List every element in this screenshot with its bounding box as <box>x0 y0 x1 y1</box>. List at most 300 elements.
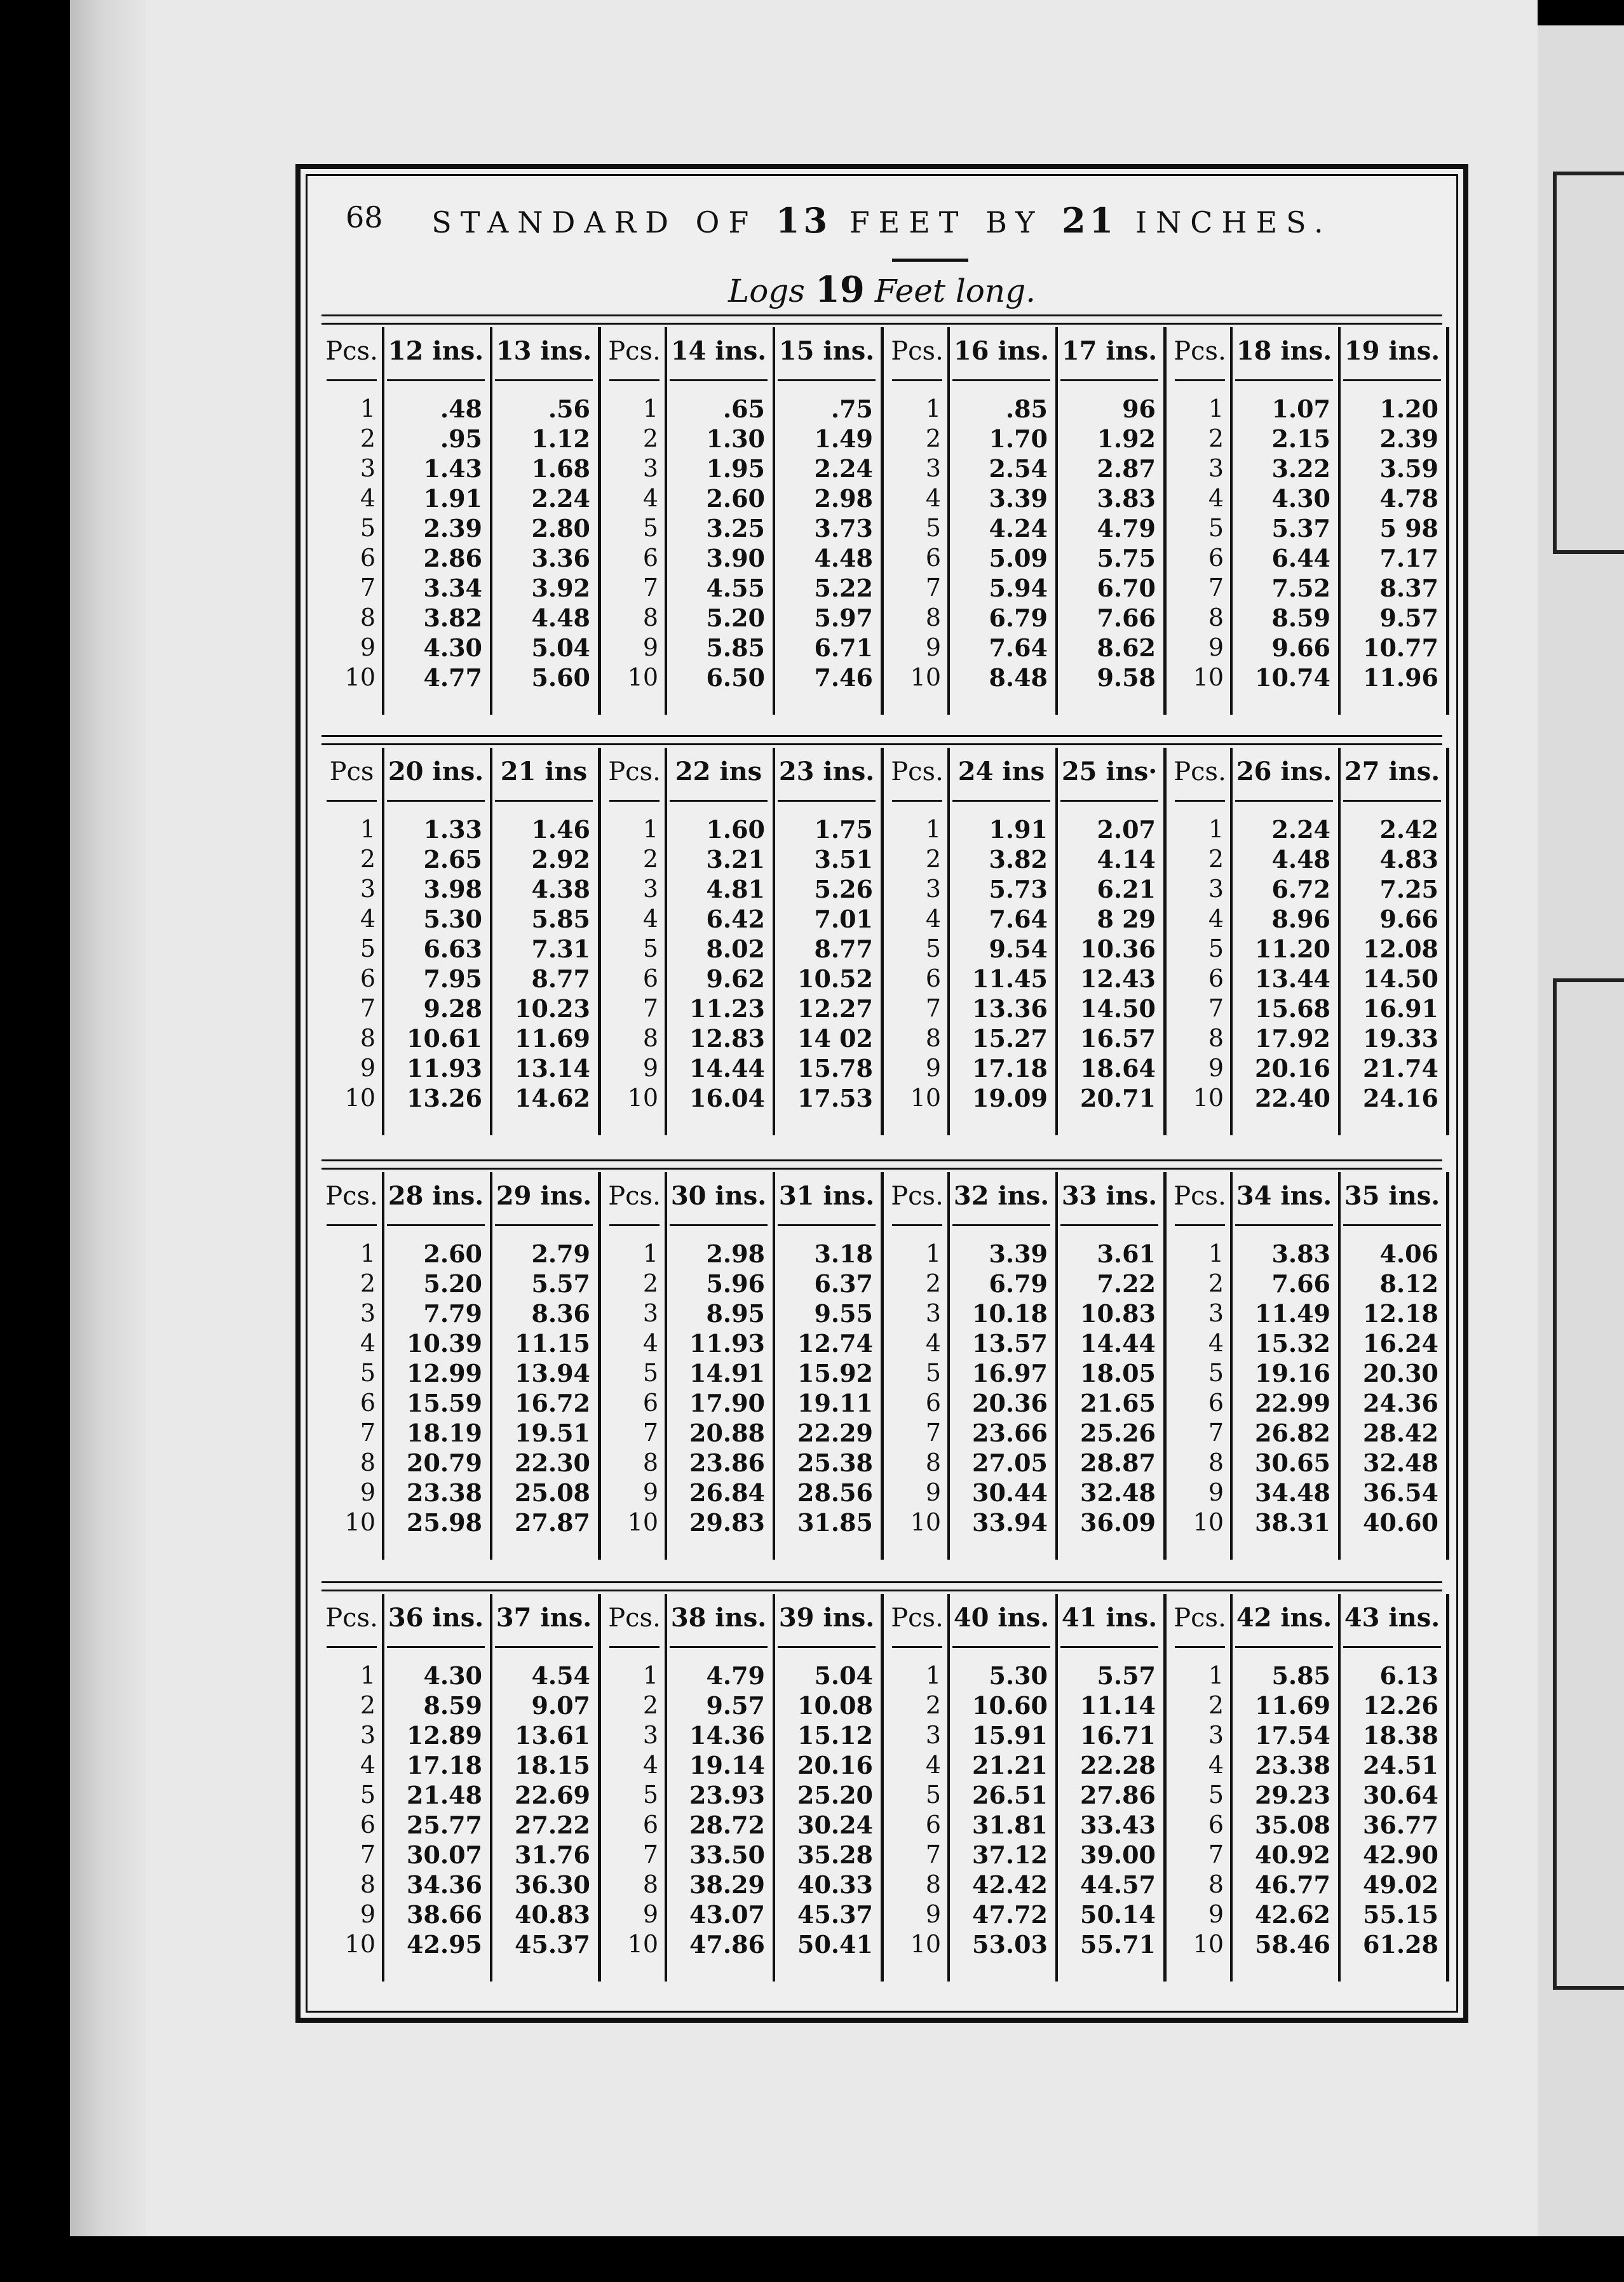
value-cell: 6.72 <box>1271 875 1330 903</box>
pcs-cell: 2 <box>1208 1691 1224 1719</box>
pcs-cell: 3 <box>1208 454 1224 482</box>
value-cell: 9.58 <box>1097 663 1156 692</box>
pcs-cell: 6 <box>642 1811 658 1839</box>
column-header: 12 ins. <box>388 336 484 366</box>
value-cell: 8.59 <box>1271 604 1330 632</box>
column-header: 42 ins. <box>1236 1603 1332 1633</box>
pcs-cell: 1 <box>642 395 658 422</box>
value-cell: 4.81 <box>706 875 765 903</box>
page-title <box>346 200 1418 241</box>
column-header: 14 ins. <box>670 336 767 366</box>
pcs-cell: 7 <box>360 1419 376 1447</box>
value-cell: 6.44 <box>1271 544 1330 572</box>
pcs-column <box>1170 327 1233 715</box>
value-cell: 38.31 <box>1255 1508 1330 1537</box>
value-cell: 14.50 <box>1080 994 1156 1023</box>
column-header: 27 ins. <box>1344 757 1440 787</box>
cell-list <box>604 1239 665 1537</box>
value-cell: 3.34 <box>423 574 482 602</box>
header-rule <box>327 1646 377 1648</box>
value-cell: 1.07 <box>1271 395 1330 423</box>
pcs-cell: 9 <box>642 633 658 661</box>
header-rule <box>387 800 485 802</box>
size-column <box>773 748 884 1135</box>
value-cell: 7.25 <box>1379 875 1438 903</box>
cell-list <box>773 1239 881 1537</box>
value-cell: 7.64 <box>989 633 1048 662</box>
column-header: 40 ins. <box>953 1603 1050 1633</box>
value-cell: 14.44 <box>689 1054 765 1083</box>
size-column <box>490 1594 601 1982</box>
value-cell: 33.94 <box>972 1508 1048 1537</box>
column-header: 25 ins· <box>1061 757 1158 787</box>
column-header: Pcs. <box>608 1182 661 1211</box>
pcs-cell: 7 <box>642 994 658 1022</box>
value-cell: 5.96 <box>706 1269 765 1298</box>
header-rule <box>609 800 660 802</box>
value-cell: 22.28 <box>1080 1751 1156 1779</box>
pcs-cell: 10 <box>344 663 376 691</box>
pcs-cell: 8 <box>360 604 376 631</box>
value-cell: 6.21 <box>1097 875 1156 903</box>
value-cell: 35.08 <box>1255 1811 1330 1839</box>
value-cell: 6.79 <box>989 1269 1048 1298</box>
pcs-column <box>1170 748 1233 1135</box>
size-column <box>947 327 1058 715</box>
pcs-cell: 4 <box>925 1751 941 1779</box>
value-cell: 31.81 <box>972 1811 1048 1839</box>
value-cell: 38.29 <box>689 1870 765 1899</box>
size-column <box>382 327 492 715</box>
value-cell: 34.48 <box>1255 1478 1330 1507</box>
value-cell: 10.77 <box>1363 633 1438 662</box>
value-cell: .65 <box>722 395 765 423</box>
pcs-cell: 9 <box>642 1478 658 1506</box>
value-cell: 11.20 <box>1255 935 1330 963</box>
pcs-cell: 10 <box>344 1508 376 1536</box>
value-cell: 10.08 <box>797 1691 873 1720</box>
cell-list <box>490 1661 598 1959</box>
pcs-column <box>321 1594 384 1982</box>
value-cell: 5.30 <box>423 905 482 933</box>
pcs-cell: 6 <box>925 1389 941 1417</box>
value-cell: 14.50 <box>1363 964 1438 993</box>
header-rule <box>1175 800 1225 802</box>
value-cell: 47.72 <box>972 1900 1048 1929</box>
value-cell: 30.24 <box>797 1811 873 1839</box>
value-cell: 4.83 <box>1379 845 1438 874</box>
value-cell: 21.48 <box>407 1781 482 1809</box>
value-cell: 12.99 <box>407 1359 482 1387</box>
pcs-cell: 9 <box>925 1478 941 1506</box>
pcs-cell: 7 <box>1208 1840 1224 1868</box>
cell-list <box>382 394 490 692</box>
value-cell: 96 <box>1122 395 1156 423</box>
value-cell: 45.37 <box>797 1900 873 1929</box>
value-cell: 5.75 <box>1097 544 1156 572</box>
value-cell: 2.39 <box>423 514 482 543</box>
value-cell: 4.38 <box>531 875 590 903</box>
size-column <box>947 748 1058 1135</box>
pcs-cell: 7 <box>925 994 941 1022</box>
value-cell: 31.85 <box>797 1508 873 1537</box>
value-cell: 8.96 <box>1271 905 1330 933</box>
pcs-cell: 5 <box>360 935 376 962</box>
page-number: 68 <box>346 200 383 234</box>
value-cell: 22.40 <box>1255 1084 1330 1112</box>
value-cell: 21.74 <box>1363 1054 1438 1083</box>
value-cell: 2.42 <box>1379 815 1438 844</box>
pcs-cell: 10 <box>1193 663 1224 691</box>
pcs-cell: 4 <box>360 905 376 933</box>
size-column <box>947 1172 1058 1560</box>
value-cell: 19.14 <box>689 1751 765 1779</box>
pcs-cell: 9 <box>1208 1054 1224 1082</box>
pcs-cell: 9 <box>360 1900 376 1928</box>
value-cell: 25.77 <box>407 1811 482 1839</box>
value-cell: 26.51 <box>972 1781 1048 1809</box>
pcs-cell: 8 <box>925 604 941 631</box>
column-header: 17 ins. <box>1061 336 1158 366</box>
column-header: 34 ins. <box>1236 1181 1332 1211</box>
value-cell: 29.23 <box>1255 1781 1330 1809</box>
column-header: 33 ins. <box>1061 1181 1158 1211</box>
value-cell: 25.26 <box>1080 1419 1156 1447</box>
value-cell: 42.95 <box>407 1930 482 1959</box>
header-rule <box>495 1646 593 1648</box>
pcs-cell: 1 <box>360 1661 376 1689</box>
value-cell: 11.14 <box>1080 1691 1156 1720</box>
value-cell: 1.43 <box>423 454 482 483</box>
pcs-cell: 5 <box>1208 1359 1224 1387</box>
size-column <box>665 327 775 715</box>
pcs-cell: 7 <box>642 1840 658 1868</box>
title-mid: FEET BY <box>831 205 1062 240</box>
cell-list <box>887 814 947 1113</box>
pcs-cell: 7 <box>360 1840 376 1868</box>
pcs-cell: 1 <box>360 1239 376 1267</box>
header-rule <box>327 379 377 381</box>
subtitle-post: Feet long. <box>864 273 1036 309</box>
size-column <box>382 1172 492 1560</box>
column-header: Pcs. <box>891 1182 944 1211</box>
pcs-cell: 3 <box>360 875 376 903</box>
cell-list <box>947 394 1055 692</box>
size-column <box>490 327 601 715</box>
value-cell: 30.65 <box>1255 1448 1330 1477</box>
header-rule <box>1060 1224 1158 1226</box>
value-cell: 5.57 <box>531 1269 590 1298</box>
value-cell: 4.24 <box>989 514 1048 543</box>
value-cell: 45.37 <box>515 1930 590 1959</box>
pcs-cell: 8 <box>360 1870 376 1898</box>
value-cell: 17.54 <box>1255 1721 1330 1750</box>
pcs-cell: 1 <box>925 1239 941 1267</box>
header-rule <box>387 379 485 381</box>
subtitle-pre: Logs <box>727 273 815 309</box>
title-feet: 13 <box>775 200 832 241</box>
table-section <box>321 735 1442 1142</box>
column-header: 31 ins. <box>778 1181 875 1211</box>
value-cell: 6.50 <box>706 663 765 692</box>
pcs-cell: 9 <box>1208 1900 1224 1928</box>
value-cell: 31.76 <box>515 1840 590 1869</box>
value-cell: 11.96 <box>1363 663 1438 692</box>
value-cell: 4.48 <box>531 604 590 632</box>
pcs-cell: 6 <box>360 1811 376 1839</box>
column-group <box>887 327 1170 715</box>
value-cell: 4.48 <box>814 544 873 572</box>
pcs-cell: 3 <box>925 1721 941 1749</box>
pcs-cell: 10 <box>1193 1508 1224 1536</box>
pcs-cell: 1 <box>1208 395 1224 422</box>
pcs-column <box>604 327 667 715</box>
size-column <box>665 1172 775 1560</box>
pcs-cell: 3 <box>925 1299 941 1327</box>
value-cell: 32.48 <box>1363 1448 1438 1477</box>
header-rule <box>495 800 593 802</box>
value-cell: 3.82 <box>423 604 482 632</box>
value-cell: 11.15 <box>515 1329 590 1358</box>
pcs-cell: 3 <box>925 454 941 482</box>
cell-list <box>382 1661 490 1959</box>
value-cell: 1.46 <box>531 815 590 844</box>
value-cell: 8.02 <box>706 935 765 963</box>
size-column <box>665 748 775 1135</box>
value-cell: 37.12 <box>972 1840 1048 1869</box>
size-column <box>490 748 601 1135</box>
header-rule <box>1060 379 1158 381</box>
header-rule <box>778 379 876 381</box>
pcs-cell: 1 <box>360 815 376 843</box>
pcs-cell: 10 <box>1193 1930 1224 1958</box>
value-cell: 21.21 <box>972 1751 1048 1779</box>
value-cell: 7.64 <box>989 905 1048 933</box>
value-cell: 2.24 <box>814 454 873 483</box>
value-cell: 46.77 <box>1255 1870 1330 1899</box>
pcs-cell: 6 <box>642 544 658 572</box>
header-rule <box>1175 1646 1225 1648</box>
title-rule <box>892 259 968 262</box>
table-frame <box>295 164 1468 2023</box>
column-header: 30 ins. <box>670 1181 767 1211</box>
value-cell: 19.33 <box>1363 1024 1438 1053</box>
header-rule <box>892 1224 942 1226</box>
pcs-cell: 1 <box>1208 1661 1224 1689</box>
double-rule <box>321 1581 1442 1591</box>
pcs-cell: 4 <box>1208 905 1224 933</box>
value-cell: 7.66 <box>1097 604 1156 632</box>
header-rule <box>670 1224 768 1226</box>
value-cell: 16.91 <box>1363 994 1438 1023</box>
pcs-cell: 3 <box>642 1299 658 1327</box>
value-cell: 5.85 <box>1271 1661 1330 1690</box>
pcs-cell: 6 <box>360 1389 376 1417</box>
pcs-cell: 2 <box>925 845 941 873</box>
value-cell: 3.22 <box>1271 454 1330 483</box>
column-header: 32 ins. <box>953 1181 1050 1211</box>
pcs-cell: 5 <box>360 1359 376 1387</box>
value-cell: 8.48 <box>989 663 1048 692</box>
size-column <box>1230 327 1341 715</box>
pcs-cell: 6 <box>642 1389 658 1417</box>
pcs-cell: 10 <box>910 663 941 691</box>
pcs-cell: 5 <box>1208 514 1224 542</box>
value-cell: 3.18 <box>814 1239 873 1268</box>
value-cell: 7.01 <box>814 905 873 933</box>
pcs-cell: 4 <box>642 484 658 512</box>
value-cell: 24.36 <box>1363 1389 1438 1417</box>
value-cell: 9.28 <box>423 994 482 1023</box>
column-group <box>321 327 604 715</box>
value-cell: 33.43 <box>1080 1811 1156 1839</box>
value-cell: 3.92 <box>531 574 590 602</box>
header-rule <box>1060 800 1158 802</box>
value-cell: 16.72 <box>515 1389 590 1417</box>
pcs-column <box>887 1594 950 1982</box>
value-cell: 14.91 <box>689 1359 765 1387</box>
pcs-cell: 2 <box>360 424 376 452</box>
value-cell: 5.04 <box>531 633 590 662</box>
value-cell: 22.99 <box>1255 1389 1330 1417</box>
value-cell: 12.08 <box>1363 935 1438 963</box>
header-rule <box>778 1224 876 1226</box>
value-cell: 5.26 <box>814 875 873 903</box>
cell-list <box>1170 814 1230 1113</box>
header-rule <box>1235 1224 1333 1226</box>
pcs-cell: 5 <box>1208 1781 1224 1809</box>
value-cell: 25.20 <box>797 1781 873 1809</box>
value-cell: 20.16 <box>797 1751 873 1779</box>
column-group <box>604 748 887 1135</box>
column-header: 29 ins. <box>496 1181 592 1211</box>
value-cell: 6.79 <box>989 604 1048 632</box>
value-cell: 16.97 <box>972 1359 1048 1387</box>
pcs-cell: 9 <box>642 1054 658 1082</box>
pcs-cell: 4 <box>642 1329 658 1357</box>
value-cell: 2.60 <box>423 1239 482 1268</box>
value-cell: 40.83 <box>515 1900 590 1929</box>
value-cell: 18.05 <box>1080 1359 1156 1387</box>
cell-list <box>604 814 665 1113</box>
pcs-cell: 6 <box>1208 544 1224 572</box>
pcs-column <box>1170 1172 1233 1560</box>
value-cell: 20.88 <box>689 1419 765 1447</box>
value-cell: 27.05 <box>972 1448 1048 1477</box>
pcs-cell: 7 <box>1208 1419 1224 1447</box>
column-header: Pcs. <box>608 337 661 366</box>
pcs-cell: 5 <box>925 1781 941 1809</box>
value-cell: 35.28 <box>797 1840 873 1869</box>
header-rule <box>1343 379 1441 381</box>
page-subtitle <box>346 269 1418 311</box>
value-cell: 9.66 <box>1271 633 1330 662</box>
pcs-cell: 3 <box>360 1299 376 1327</box>
cell-list <box>321 1661 382 1959</box>
header-rule <box>387 1646 485 1648</box>
value-cell: 20.71 <box>1080 1084 1156 1112</box>
pcs-cell: 10 <box>910 1508 941 1536</box>
value-cell: 5.97 <box>814 604 873 632</box>
value-cell: 24.16 <box>1363 1084 1438 1112</box>
table-section <box>321 1159 1442 1566</box>
value-cell: 4.48 <box>1271 845 1330 874</box>
value-cell: 5.85 <box>706 633 765 662</box>
column-header: Pcs. <box>1174 757 1226 787</box>
value-cell: 2.60 <box>706 484 765 513</box>
value-cell: 61.28 <box>1363 1930 1438 1959</box>
column-group <box>887 1594 1170 1982</box>
value-cell: 8.12 <box>1379 1269 1438 1298</box>
cell-list <box>887 394 947 692</box>
pcs-cell: 1 <box>642 815 658 843</box>
pcs-cell: 1 <box>925 395 941 422</box>
pcs-cell: 10 <box>627 663 658 691</box>
cell-list <box>947 1239 1055 1537</box>
value-cell: 18.15 <box>515 1751 590 1779</box>
value-cell: 2.24 <box>1271 815 1330 844</box>
pcs-cell: 6 <box>360 544 376 572</box>
cell-list <box>1338 814 1446 1113</box>
cell-list <box>887 1239 947 1537</box>
pcs-cell: 1 <box>360 395 376 422</box>
pcs-cell: 4 <box>925 484 941 512</box>
pcs-column <box>321 748 384 1135</box>
cell-list <box>604 1661 665 1959</box>
value-cell: 1.20 <box>1379 395 1438 423</box>
pcs-cell: 7 <box>1208 994 1224 1022</box>
value-cell: 3.25 <box>706 514 765 543</box>
header-rule <box>495 379 593 381</box>
value-cell: 10.74 <box>1255 663 1330 692</box>
value-cell: 4.54 <box>531 1661 590 1690</box>
pcs-cell: 3 <box>1208 1299 1224 1327</box>
double-rule <box>321 314 1442 325</box>
value-cell: 20.36 <box>972 1389 1048 1417</box>
cell-list <box>321 1239 382 1537</box>
value-cell: 16.57 <box>1080 1024 1156 1053</box>
header-rule <box>1175 379 1225 381</box>
header-rule <box>609 379 660 381</box>
header-rule <box>670 800 768 802</box>
value-cell: 24.51 <box>1363 1751 1438 1779</box>
cell-list <box>1170 394 1230 692</box>
pcs-column <box>321 327 384 715</box>
size-column <box>1338 1172 1449 1560</box>
value-cell: 15.27 <box>972 1024 1048 1053</box>
header-rule <box>609 1224 660 1226</box>
pcs-column <box>887 1172 950 1560</box>
value-cell: 1.92 <box>1097 424 1156 453</box>
column-group <box>1170 327 1452 715</box>
value-cell: 18.38 <box>1363 1721 1438 1750</box>
header-rule <box>1175 1224 1225 1226</box>
value-cell: 9.62 <box>706 964 765 993</box>
value-cell: 13.14 <box>515 1054 590 1083</box>
value-cell: 36.30 <box>515 1870 590 1899</box>
value-cell: 19.11 <box>797 1389 873 1417</box>
pcs-column <box>887 748 950 1135</box>
value-cell: 1.68 <box>531 454 590 483</box>
value-cell: 13.61 <box>515 1721 590 1750</box>
header-rule <box>1235 800 1333 802</box>
value-cell: 7.52 <box>1271 574 1330 602</box>
value-cell: 25.08 <box>515 1478 590 1507</box>
size-column <box>1055 327 1167 715</box>
size-column <box>1338 327 1449 715</box>
value-cell: 18.64 <box>1080 1054 1156 1083</box>
cell-list <box>490 394 598 692</box>
